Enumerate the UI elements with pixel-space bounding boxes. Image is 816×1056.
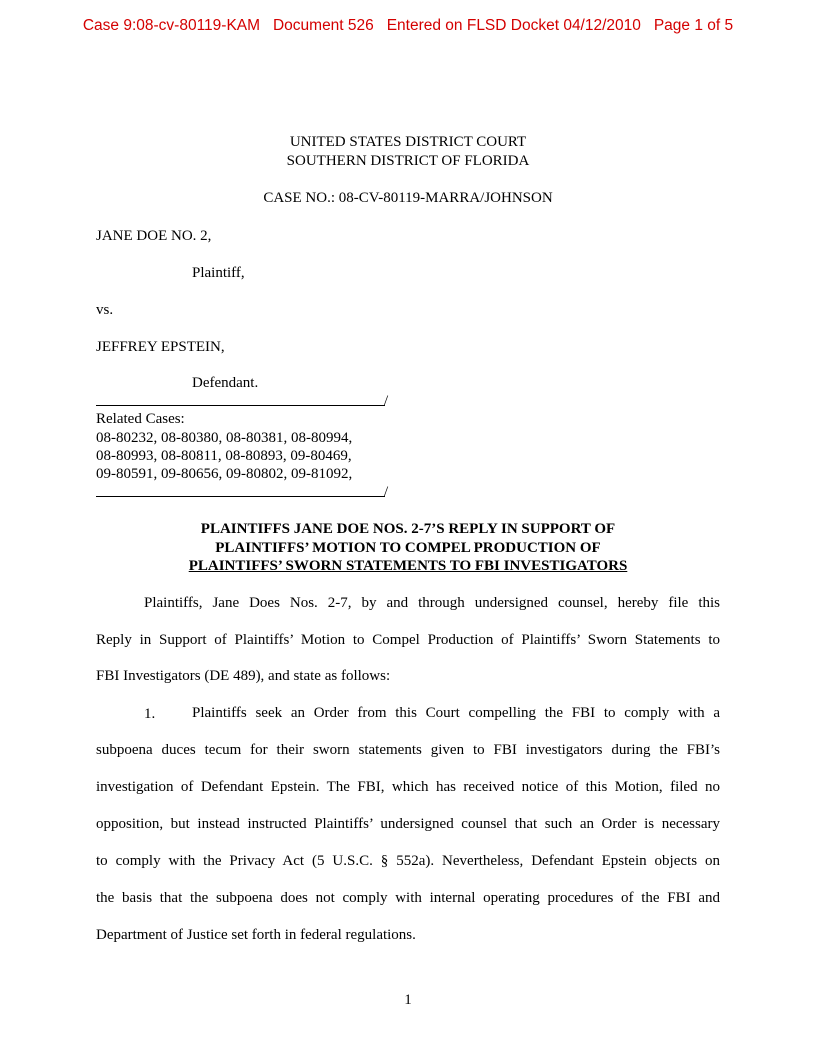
paragraph-line: Plaintiffs seek an Order from this Court compelling the FBI to comply with a <box>192 705 720 721</box>
docket-document-number: Document 526 <box>272 17 374 34</box>
related-cases-label: Related Cases: <box>96 411 185 427</box>
paragraph-line: the basis that the subpoena does not comply with internal operating procedures of the FBI and <box>96 890 720 906</box>
page-number: 1 <box>404 992 412 1008</box>
caption-divider-top <box>96 405 385 406</box>
paragraph-line: Department of Justice set forth in federal regulations. <box>96 927 416 943</box>
versus-label: vs. <box>96 302 114 318</box>
defendant-role: Defendant. <box>192 375 259 391</box>
paragraph-line: investigation of Defendant Epstein. The FBI, which has received notice of this Motion, filed no <box>96 779 720 795</box>
docket-header <box>0 17 816 35</box>
document-title-line-1: PLAINTIFFS JANE DOE NOS. 2-7’S REPLY IN SUPPORT OF <box>200 521 616 537</box>
docket-entered-date: Entered on FLSD Docket 04/12/2010 <box>386 17 641 34</box>
court-district: SOUTHERN DISTRICT OF FLORIDA <box>286 153 530 169</box>
intro-line: Plaintiffs, Jane Does Nos. 2-7, by and through undersigned counsel, hereby file this <box>144 595 720 611</box>
plaintiff-role: Plaintiff, <box>192 265 245 281</box>
paragraph-line: opposition, but instead instructed Plaintiffs’ undersigned counsel that such an Order is necessary <box>96 816 720 832</box>
related-cases-line: 08-80993, 08-80811, 08-80893, 09-80469, <box>96 448 352 464</box>
defendant-name: JEFFREY EPSTEIN, <box>96 339 225 355</box>
paragraph-line: subpoena duces tecum for their sworn statements given to FBI investigators during the FBI’s <box>96 742 720 758</box>
caption-divider-bottom <box>96 496 385 497</box>
paragraph-1 <box>96 705 720 945</box>
docket-page-count: Page 1 of 5 <box>653 17 734 34</box>
intro-line: FBI Investigators (DE 489), and state as follows: <box>96 668 391 684</box>
docket-case-number: Case 9:08-cv-80119-KAM <box>82 17 261 34</box>
caption-slash-bottom: / <box>384 484 389 500</box>
caption-slash-top: / <box>384 393 389 409</box>
plaintiff-name: JANE DOE NO. 2, <box>96 228 212 244</box>
document-title-line-3: PLAINTIFFS’ SWORN STATEMENTS TO FBI INVESTIGATORS <box>188 558 628 574</box>
related-cases-line: 08-80232, 08-80380, 08-80381, 08-80994, <box>96 430 353 446</box>
court-name: UNITED STATES DISTRICT COURT <box>289 134 527 150</box>
paragraph-number: 1. <box>144 706 156 722</box>
paragraph-line: to comply with the Privacy Act (5 U.S.C. § 552a). Nevertheless, Defendant Epstein objects on <box>96 853 720 869</box>
intro-paragraph <box>96 595 720 695</box>
related-cases-line: 09-80591, 09-80656, 09-80802, 09-81092, <box>96 466 353 482</box>
intro-line: Reply in Support of Plaintiffs’ Motion to Compel Production of Plaintiffs’ Sworn Statements to <box>96 632 720 648</box>
document-title-line-2: PLAINTIFFS’ MOTION TO COMPEL PRODUCTION OF <box>215 540 601 556</box>
case-number: CASE NO.: 08-CV-80119-MARRA/JOHNSON <box>263 190 553 206</box>
